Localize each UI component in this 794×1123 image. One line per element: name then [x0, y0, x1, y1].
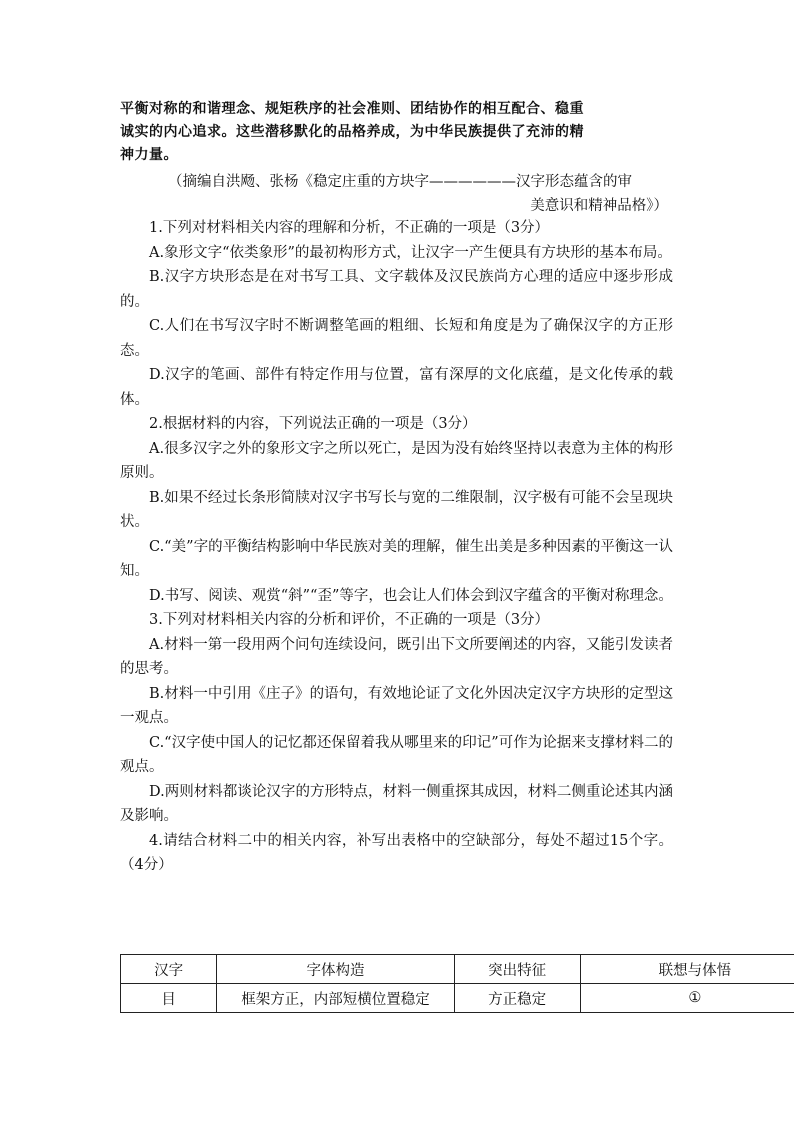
q3-option-d: D.两则材料都谈论汉字的方形特点，材料一侧重探其成因，材料二侧重论述其内涵及影响。 — [120, 783, 673, 824]
q2-option-b: B.如果不经过长条形简牍对汉字书写长与宽的二维限制，汉字极有可能不会呈现块状。 — [120, 489, 673, 530]
q1-option-d: D.汉字的笔画、部件有特定作用与位置，富有深厚的文化底蕴，是文化传承的载体。 — [120, 367, 673, 408]
q1-option-c: C.人们在书写汉字时不断调整笔画的粗细、长短和角度是为了确保汉字的方正形态。 — [120, 318, 673, 359]
intro-line: 诚实的内心追求。这些潜移默化的品格养成，为中华民族提供了充沛的精 — [120, 124, 584, 140]
q1-option-b: B.汉字方块形态是在对书写工具、文字载体及汉民族尚方心理的适应中逐步形成的。 — [120, 269, 673, 310]
table-header-cell: 汉字 — [121, 955, 217, 984]
question-2-stem: 2.根据材料的内容，下列说法正确的一项是（3分） — [149, 416, 477, 432]
table-header-cell: 字体构造 — [217, 955, 454, 984]
table-cell: 方正稳定 — [454, 984, 580, 1013]
source-citation — [120, 170, 672, 218]
intro-line: 神力量。 — [120, 147, 178, 163]
question-4-stem: 4.请结合材料二中的相关内容，补写出表格中的空缺部分，每处不超过15个字。（4分） — [120, 832, 673, 873]
table-header-cell: 联想与体悟 — [580, 955, 794, 984]
material-closing-paragraph — [120, 98, 672, 167]
q1-option-a: A.象形文字“依类象形”的最初构形方式，让汉字一产生便具有方块形的基本布局。 — [149, 244, 672, 261]
q3-option-c: C.“汉字使中国人的记忆都还保留着我从哪里来的印记”可作为论据来支撑材料二的观点。 — [120, 734, 673, 775]
question-1-stem: 1.下列对材料相关内容的理解和分析，不正确的一项是（3分） — [149, 220, 550, 236]
citation-line: （摘编自洪飏、张杨《稳定庄重的方块字——————汉字形态蕴含的审 — [168, 174, 632, 190]
q3-option-a: A.材料一第一段用两个问句连续设问，既引出下文所要阐述的内容，又能引发读者的思考。 — [120, 636, 673, 677]
citation-line: 美意识和精神品格》） — [530, 198, 668, 214]
q3-option-b: B.材料一中引用《庄子》的语句，有效地论证了文化外因决定汉字方块形的定型这一观点。 — [120, 685, 673, 726]
table-cell: 框架方正，内部短横位置稳定 — [217, 984, 454, 1013]
table-row — [121, 984, 794, 1013]
table-cell: 目 — [121, 984, 217, 1013]
table-header-cell: 突出特征 — [454, 955, 580, 984]
q2-option-d: D.书写、阅读、观赏“斜”“歪”等字，也会让人们体会到汉字蕴含的平衡对称理念。 — [149, 587, 673, 604]
table-header-row — [121, 955, 794, 984]
q2-option-c: C.“美”字的平衡结构影响中华民族对美的理解，催生出美是多种因素的平衡这一认知。 — [120, 538, 673, 579]
q2-option-a: A.很多汉字之外的象形文字之所以死亡，是因为没有始终坚持以表意为主体的构形原则。 — [120, 440, 673, 481]
answer-blank-1[interactable]: ① — [580, 984, 794, 1013]
question-3-stem: 3.下列对材料相关内容的分析和评价，不正确的一项是（3分） — [149, 612, 550, 628]
intro-line: 平衡对称的和谐理念、规矩秩序的社会准则、团结协作的相互配合、稳重 — [120, 101, 584, 117]
answer-table — [120, 954, 794, 1013]
questions-section — [120, 216, 673, 878]
